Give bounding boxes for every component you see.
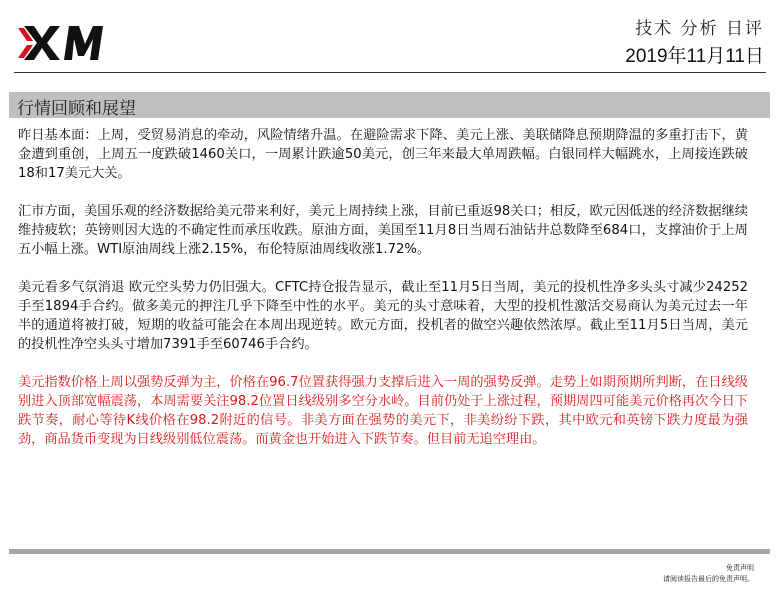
report-header bbox=[625, 14, 764, 68]
xm-logo bbox=[18, 22, 118, 64]
paragraph-fx-oil: 汇市方面，美国乐观的经济数据给美元带来利好，美元上周持续上涨，目前已重返98关口；相反，欧元因低迷的经济数据继续维持疲软；英镑则因大选的不确定性而承压收跌。原油方面，美国至11月8日当周石油钻井总数降至684口，支撑油价于上周五小幅上涨。WTI原油周线上涨2.15%，布伦特原油周线收涨1.72%。 bbox=[18, 204, 748, 257]
paragraph-fundamentals: 昨日基本面：上周，受贸易消息的牵动，风险情绪升温。在避险需求下降、美元上涨、美联储降息预期降温的多重打击下，黄金遭到重创，上周五一度跌破1460关口，一周累计跌逾50美元，创三年来最大单周跌幅。白银同样大幅跳水，上周接连跌破18和17美元大关。 bbox=[18, 128, 748, 181]
section-header-bar bbox=[9, 92, 770, 118]
xm-logo-graphic bbox=[18, 22, 118, 64]
header-divider bbox=[14, 72, 766, 73]
paragraph-cftc: 美元看多气氛消退 欧元空头势力仍旧强大。CFTC持仓报告显示，截止至11月5日当周，美元的投机性净多头头寸减少24252手至1894手合约。做多美元的押注几乎下降至中性的水平。美元的头寸意味着，大型的投机性激活交易商认为美元过去一年半的通道将被打破，短期的收益可能会在本周出现逆转。欧元方面，投机者的做空兴趣依然浓厚。截止至11月5日当周，美元的投机性净空头头寸增加7391手至60746手合约。 bbox=[18, 280, 748, 352]
disclaimer-title: 免责声明 bbox=[726, 564, 754, 572]
report-date: 2019年11月11日 bbox=[625, 46, 764, 67]
section-title: 行情回顾和展望 bbox=[17, 99, 136, 119]
footer-divider bbox=[9, 549, 770, 554]
disclaimer bbox=[663, 563, 754, 585]
report-body bbox=[18, 126, 748, 468]
paragraph-usd-index-outlook: 美元指数价格上周以强势反弹为主，价格在96.7位置获得强力支撑后进入一周的强势反弹。走势上如期预期所判断，在日线级别进入顶部宽幅震荡，本周需要关注98.2位置日线级别多空分水岭。目前仍处于上涨过程，预期周四可能美元价格再次今日下跌节奏，耐心等待K线价格在98.2附近的信号。非美方面在强势的美元下，非美纷纷下跌，其中欧元和英镑下跌力度最为强劲，商品货币变现为日线级别低位震荡。而黄金也开始进入下跌节奏。但目前无追空理由。 bbox=[18, 375, 748, 447]
report-type: 技术 分析 日评 bbox=[635, 19, 764, 39]
disclaimer-note: 请阅读报告最后的免责声明。 bbox=[663, 575, 754, 583]
